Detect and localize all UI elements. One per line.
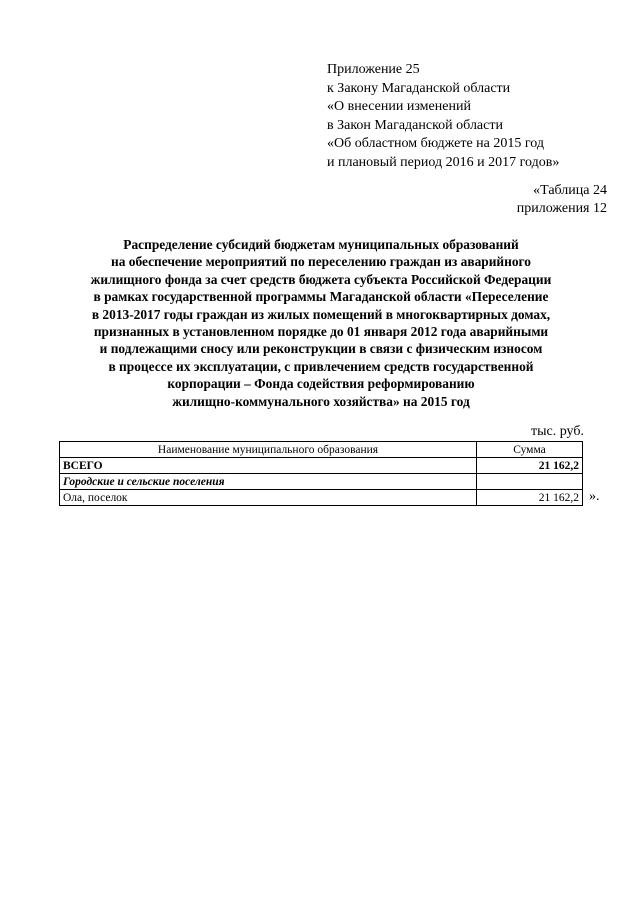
annex-line: и плановый период 2016 и 2017 годов»	[327, 154, 560, 170]
column-header-name: Наименование муниципального образования	[60, 442, 477, 458]
title-line: в 2013-2017 годы граждан из жилых помещений в многоквартирных домах,	[91, 306, 551, 322]
row-sum: 21 162,2	[477, 458, 583, 474]
row-name: ВСЕГО	[60, 458, 477, 474]
row-name: Ола, поселок	[60, 490, 477, 506]
table-reference-line: «Таблица 24	[533, 183, 607, 198]
title-line: в рамках государственной программы Магаданской области «Переселение	[93, 289, 549, 305]
title-line: корпорации – Фонда содействия реформированию	[167, 376, 475, 392]
subsidy-table	[59, 441, 583, 506]
table-reference	[517, 182, 607, 218]
document-title	[48, 236, 594, 410]
table-reference-line: приложения 12	[516, 201, 607, 216]
annex-line: к Закону Магаданской области	[327, 80, 511, 96]
column-header-sum: Сумма	[477, 442, 583, 458]
row-sum: 21 162,2	[477, 490, 583, 506]
annex-line: «Об областном бюджете на 2015 год	[327, 136, 544, 152]
title-line: и подлежащими сносу или реконструкции в связи с физическим износом	[99, 341, 543, 357]
row-name: Городские и сельские поселения	[60, 474, 477, 490]
annex-line: «О внесении изменений	[327, 99, 471, 115]
units-label: тыс. руб.	[531, 424, 584, 439]
table-row-total	[60, 458, 583, 474]
title-line: жилищного фонда за счет средств бюджета субъекта Российской Федерации	[90, 271, 552, 287]
annex-line: в Закон Магаданской области	[327, 117, 503, 133]
table-row	[60, 490, 583, 506]
table-header-row	[60, 442, 583, 458]
title-line: в процессе их эксплуатации, с привлечением средств государственной	[108, 358, 534, 374]
closing-quote-mark: ».	[589, 489, 600, 504]
title-line: Распределение субсидий бюджетам муниципальных образований	[123, 237, 519, 252]
annex-line: Приложение 25	[327, 62, 420, 77]
title-line: жилищно-коммунального хозяйства» на 2015 год	[172, 393, 470, 409]
title-line: признанных в установленном порядке до 01 января 2012 года аварийными	[93, 324, 549, 340]
row-sum	[477, 474, 583, 490]
title-line: на обеспечение мероприятий по переселению граждан из аварийного	[111, 254, 531, 270]
table-row-group	[60, 474, 583, 490]
annex-header	[327, 61, 559, 173]
